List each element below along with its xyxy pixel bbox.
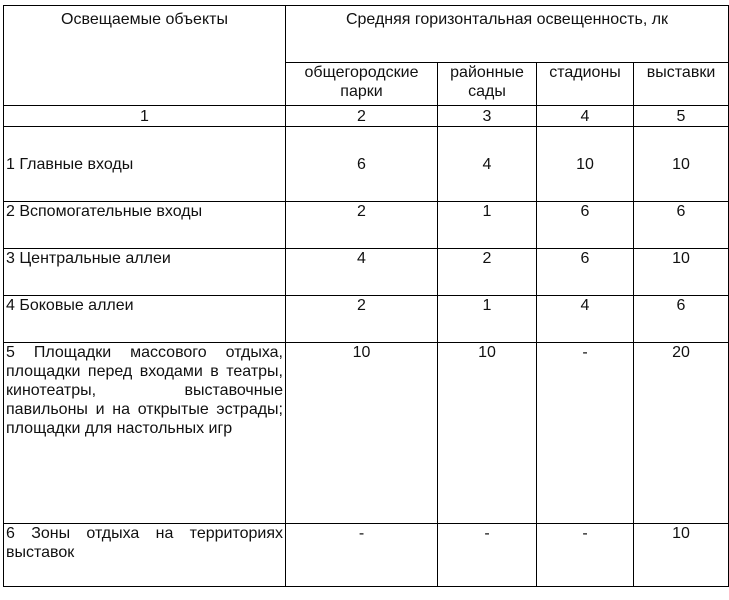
column-number: 2 (286, 106, 438, 127)
row-value: 6 (537, 202, 634, 249)
header-exhibitions: выставки (634, 63, 729, 106)
row-value: 6 (286, 127, 438, 202)
header-objects: Освещаемые объекты (4, 6, 286, 106)
table-row (4, 343, 729, 524)
row-value: 4 (537, 296, 634, 343)
row-value: 6 (537, 249, 634, 296)
row-value: - (286, 524, 438, 587)
row-value: - (438, 524, 537, 587)
row-value: 2 (286, 296, 438, 343)
row-value: 4 (438, 127, 537, 202)
row-value: 10 (634, 127, 729, 202)
row-value: 10 (634, 249, 729, 296)
row-value: 2 (286, 202, 438, 249)
row-value: 1 (438, 202, 537, 249)
row-value: 10 (438, 343, 537, 524)
table-row (4, 249, 729, 296)
row-value: 10 (286, 343, 438, 524)
column-number: 5 (634, 106, 729, 127)
row-value: 20 (634, 343, 729, 524)
row-label: 5 Площадки массового отдыха, площадки перед входами в театры, кинотеатры, выставочные павильоны и на открытые эстрады; площадки для настольных игр (4, 343, 286, 524)
column-number: 3 (438, 106, 537, 127)
row-value: 6 (634, 296, 729, 343)
table-row (4, 202, 729, 249)
row-value: 1 (438, 296, 537, 343)
row-value: 6 (634, 202, 729, 249)
row-value: - (537, 343, 634, 524)
row-label: 3 Центральные аллеи (4, 249, 286, 296)
row-value: 10 (634, 524, 729, 587)
row-label: 2 Вспомогательные входы (4, 202, 286, 249)
header-city-parks: общегородские парки (286, 63, 438, 106)
column-number: 1 (4, 106, 286, 127)
table-row (4, 127, 729, 202)
table-row (4, 524, 729, 587)
header-district-gardens: районные сады (438, 63, 537, 106)
column-number-row (4, 106, 729, 127)
table-row (4, 296, 729, 343)
row-value: 2 (438, 249, 537, 296)
row-value: 4 (286, 249, 438, 296)
row-label: 4 Боковые аллеи (4, 296, 286, 343)
column-number: 4 (537, 106, 634, 127)
row-value: 10 (537, 127, 634, 202)
illumination-norms-table (3, 5, 729, 587)
row-value: - (537, 524, 634, 587)
header-stadiums: стадионы (537, 63, 634, 106)
header-illumination-group: Средняя горизонтальная освещенность, лк (286, 6, 729, 63)
row-label: 6 Зоны отдыха на территориях выставок (4, 524, 286, 587)
row-label: 1 Главные входы (4, 127, 286, 202)
